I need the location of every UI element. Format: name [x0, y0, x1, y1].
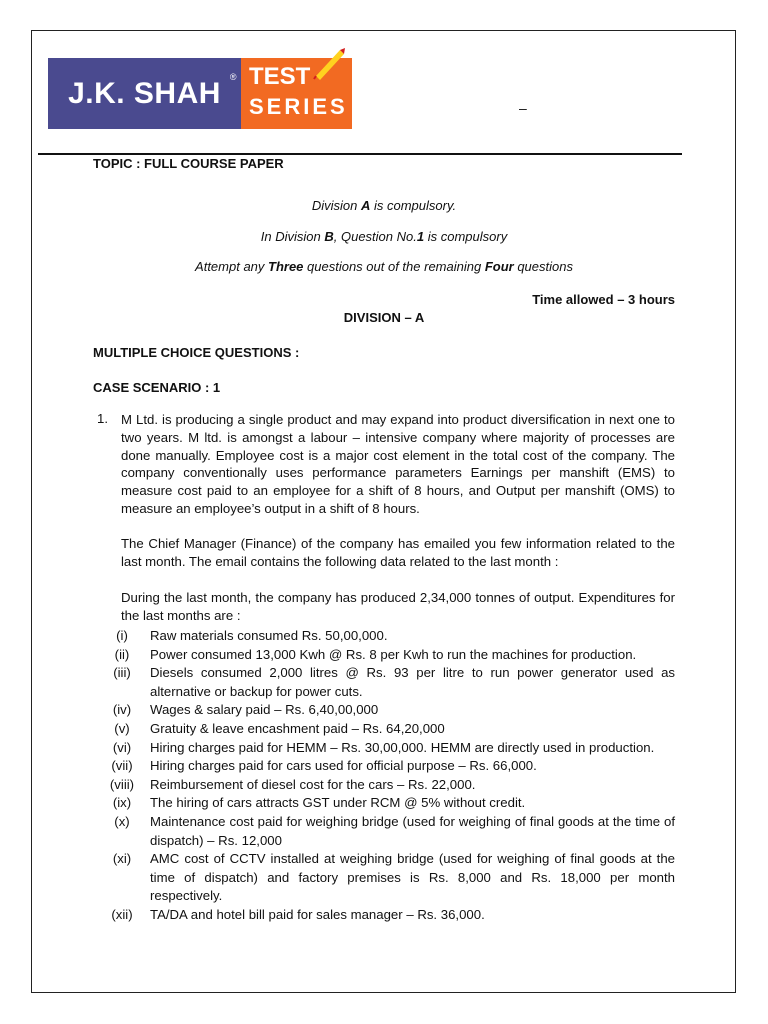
list-item	[100, 646, 675, 665]
expenditure-list	[100, 627, 675, 925]
topic-heading: TOPIC : FULL COURSE PAPER	[93, 156, 284, 171]
scenario-paragraph-1: M Ltd. is producing a single product and may expand into product diversification in next one to two years. M ltd. is amongst a labour – intensive company where majority of processes are done manually. Employee cost is a major cost element in the total cost of the company. The company conventionally uses performance parameters Earnings per manshift (EMS) to measure cost paid to an employee for a shift of 8 hours, and Output per manshift (OMS) to measure an employee’s output in a shift of 8 hours.	[121, 412, 675, 516]
item-text: Raw materials consumed Rs. 50,00,000.	[150, 628, 388, 643]
item-roman: (v)	[114, 720, 130, 736]
item-roman: (iii)	[113, 665, 131, 681]
list-item	[100, 739, 675, 758]
list-item	[100, 906, 675, 925]
item-roman: (ix)	[112, 795, 132, 811]
item-text: Power consumed 13,000 Kwh @ Rs. 8 per Kwh to run the machines for production.	[150, 646, 637, 662]
instruction-line-3: Attempt any Three questions out of the remaining Four questions	[195, 259, 573, 274]
question-number: 1.	[97, 411, 108, 426]
item-roman: (xi)	[112, 851, 132, 867]
list-item	[100, 794, 675, 813]
item-roman: (vii)	[111, 758, 133, 774]
item-text: Gratuity & leave encashment paid – Rs. 64,20,000	[150, 720, 445, 736]
item-roman: (ii)	[114, 646, 130, 662]
logo-test-series-block	[241, 58, 352, 129]
logo-brand-text: J.K. SHAH	[68, 76, 221, 110]
list-item	[100, 720, 675, 739]
list-item	[100, 627, 675, 646]
item-text: The hiring of cars attracts GST under RCM @ 5% without credit.	[150, 795, 526, 811]
item-roman: (viii)	[109, 776, 135, 792]
list-item	[100, 776, 675, 795]
logo-series-text: SERIES	[249, 94, 348, 119]
scenario-paragraph-2: The Chief Manager (Finance) of the company has emailed you few information related to the last month. The email contains the following data related to the last month :	[121, 536, 675, 569]
header-dash: –	[519, 100, 527, 116]
list-item	[100, 850, 675, 906]
list-item	[100, 757, 675, 776]
logo-registered-mark: ®	[229, 72, 237, 82]
logo-test-text: TEST	[249, 63, 311, 90]
item-roman: (vi)	[112, 739, 132, 755]
logo-brand-block	[48, 58, 241, 129]
item-roman: (x)	[114, 813, 130, 829]
item-text: Hiring charges paid for HEMM – Rs. 30,00,000. HEMM are directly used in production.	[150, 739, 655, 755]
item-text: Wages & salary paid – Rs. 6,40,00,000	[150, 702, 379, 718]
list-item	[100, 664, 675, 701]
item-roman: (xii)	[111, 906, 133, 922]
instruction-line-1: Division A is compulsory.	[311, 198, 457, 213]
list-item	[100, 701, 675, 720]
item-text: Reimbursement of diesel cost for the cars – Rs. 22,000.	[150, 776, 476, 792]
time-allowed: Time allowed – 3 hours	[532, 292, 675, 307]
list-item	[100, 813, 675, 850]
case-scenario-heading: CASE SCENARIO : 1	[93, 380, 221, 395]
item-text: Maintenance cost paid for weighing bridge (used for weighing of final goods at the time of dispatch) – Rs. 12,000	[150, 813, 675, 848]
item-text: Hiring charges paid for cars used for official purpose – Rs. 66,000.	[150, 758, 537, 774]
item-text: Diesels consumed 2,000 litres @ Rs. 93 per litre to run power generator used as alternative or backup for power cuts.	[150, 665, 675, 699]
mcq-heading: MULTIPLE CHOICE QUESTIONS :	[93, 345, 300, 360]
item-roman: (iv)	[112, 702, 132, 718]
scenario-paragraph-3: During the last month, the company has produced 2,34,000 tonnes of output. Expenditures for the last months are :	[121, 590, 675, 623]
division-heading: DIVISION – A	[343, 310, 425, 325]
pencil-icon	[312, 46, 346, 80]
item-roman: (i)	[116, 628, 128, 643]
item-text: TA/DA and hotel bill paid for sales manager – Rs. 36,000.	[150, 906, 485, 922]
jk-shah-logo	[48, 58, 352, 129]
instruction-line-2: In Division B, Question No.1 is compulsory	[260, 229, 508, 244]
item-text: AMC cost of CCTV installed at weighing bridge (used for weighing of final goods at the time of dispatch) and factory premises is Rs. 8,000 and Rs. 18,000 per month respectively.	[150, 851, 675, 904]
